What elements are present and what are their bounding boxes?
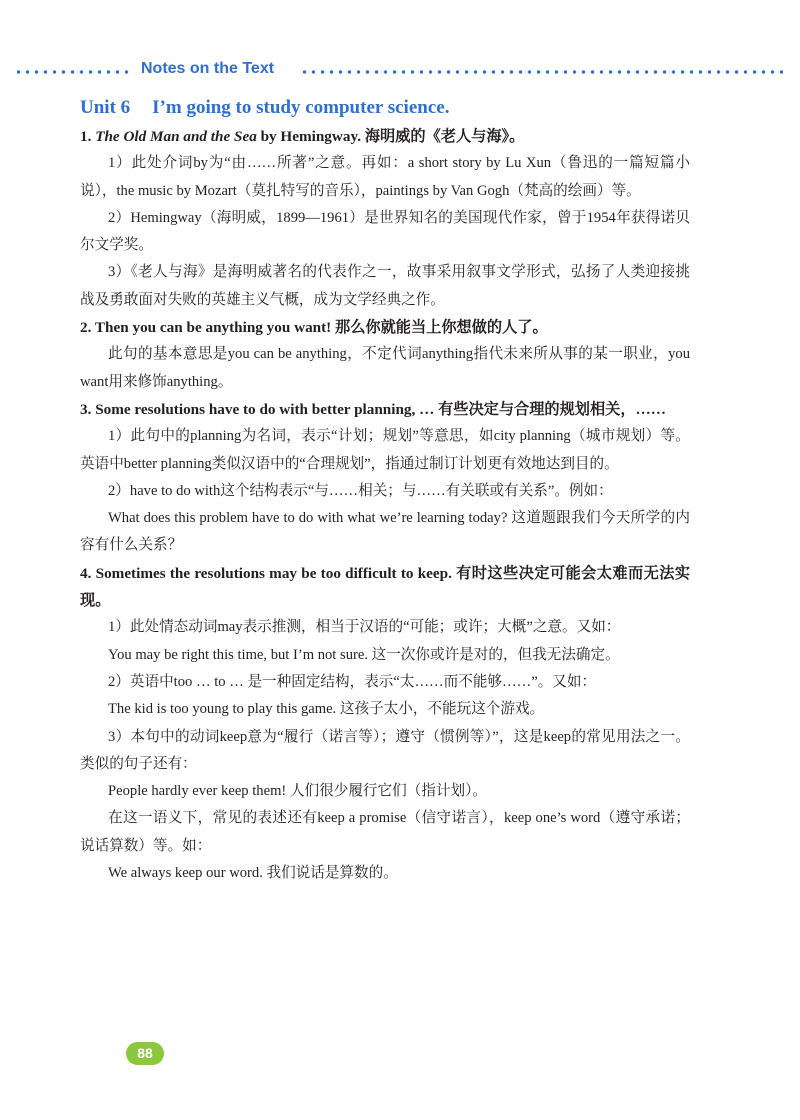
note-paragraph: 2）英语中too … to … 是一种固定结构，表示“太……而不能够……”。又如： — [108, 673, 597, 690]
note-paragraph: 3）《老人与海》是海明威著名的代表作之一，故事采用叙事文学形式，弘扬了人类迎接挑战及勇敢面对失败的英雄主义气概，成为文学经典之作。 — [80, 264, 690, 308]
note-number: 2. — [80, 319, 92, 337]
section-header — [0, 56, 800, 86]
note-paragraph: 1）此句中的planning为名词，表示“计划；规划”等意思，如city planning（城市规划）等。英语中better planning类似汉语中的“合理规划”，指通过制订计划更有效地达到目的。 — [80, 428, 690, 472]
note-number: 1. — [80, 128, 92, 145]
note-paragraph: 1）此处情态动词may表示推测，相当于汉语的“可能；或许；大概”之意。又如： — [108, 619, 621, 636]
note-heading-2 — [80, 314, 690, 341]
note-number: 4. — [80, 564, 92, 582]
example-sentence: The kid is too young to play this game. 这孩子太小，不能玩这个游戏。 — [108, 701, 545, 718]
note-sentence-en: Some resolutions have to do with better planning, … — [95, 400, 439, 418]
unit-subtitle: I’m going to study computer science. — [152, 97, 450, 118]
page-number-badge: 88 — [126, 1042, 164, 1065]
note-heading-1 — [80, 123, 690, 150]
unit-number: Unit 6 — [80, 97, 131, 118]
example-sentence: We always keep our word. 我们说话是算数的。 — [108, 865, 398, 882]
unit-title — [80, 96, 690, 120]
example-sentence: You may be right this time, but I’m not sure. 这一次你或许是对的，但我无法确定。 — [108, 646, 620, 663]
note-heading-4 — [80, 560, 690, 615]
note-paragraph: 2）Hemingway（海明威，1899—1961）是世界知名的美国现代作家，曾于1954年获得诺贝尔文学奖。 — [80, 209, 690, 254]
note-paragraph: 3）本句中的动词keep意为“履行（诺言等）；遵守（惯例等）”，这是keep的常见用法之一。类似的句子还有： — [80, 728, 690, 772]
note-paragraph: 1）此处介词by为“由……所著”之意。再如：a short story by Lu Xun（鲁迅的一篇短篇小说），the music by Mozart（莫扎特写的音乐），paintings by Van Gogh（梵高的绘画）等。 — [80, 155, 690, 199]
note-sentence-cn: 海明威的《老人与海》。 — [364, 128, 525, 145]
notes-content — [80, 96, 690, 887]
note-paragraph: 此句的基本意思是you can be anything，不定代词anything指代未来所从事的某一职业，you want用来修饰anything。 — [80, 346, 690, 390]
note-sentence-en: by Hemingway. — [256, 128, 365, 145]
note-sentence-en: Then you can be anything you want! — [94, 319, 336, 337]
note-paragraph: 2）have to do with这个结构表示“与……相关；与……有关联或有关系”。例如： — [108, 482, 613, 499]
note-sentence-cn: 那么你就能当上你想做的人了。 — [335, 319, 548, 337]
note-number: 3. — [80, 400, 92, 418]
dotted-rule-left — [14, 70, 132, 74]
note-sentence-cn: 有时这些决定可能会太难而无法实现。 — [80, 564, 690, 610]
dotted-rule-right — [300, 70, 786, 74]
note-sentence-cn: 有些决定与合理的规划相关，…… — [438, 400, 666, 418]
example-sentence: People hardly ever keep them! 人们很少履行它们（指计划）。 — [108, 783, 487, 800]
section-title: Notes on the Text — [141, 60, 275, 77]
note-paragraph: 在这一语义下，常见的表述还有keep a promise（信守诺言），keep one’s word（遵守承诺；说话算数）等。如： — [80, 810, 690, 854]
book-title: The Old Man and the Sea — [95, 128, 257, 145]
example-sentence: What does this problem have to do with what we’re learning today? 这道题跟我们今天所学的内容有什么关系？ — [80, 510, 690, 554]
note-heading-3 — [80, 396, 690, 423]
note-sentence-en: Sometimes the resolutions may be too difficult to keep. — [95, 564, 457, 582]
